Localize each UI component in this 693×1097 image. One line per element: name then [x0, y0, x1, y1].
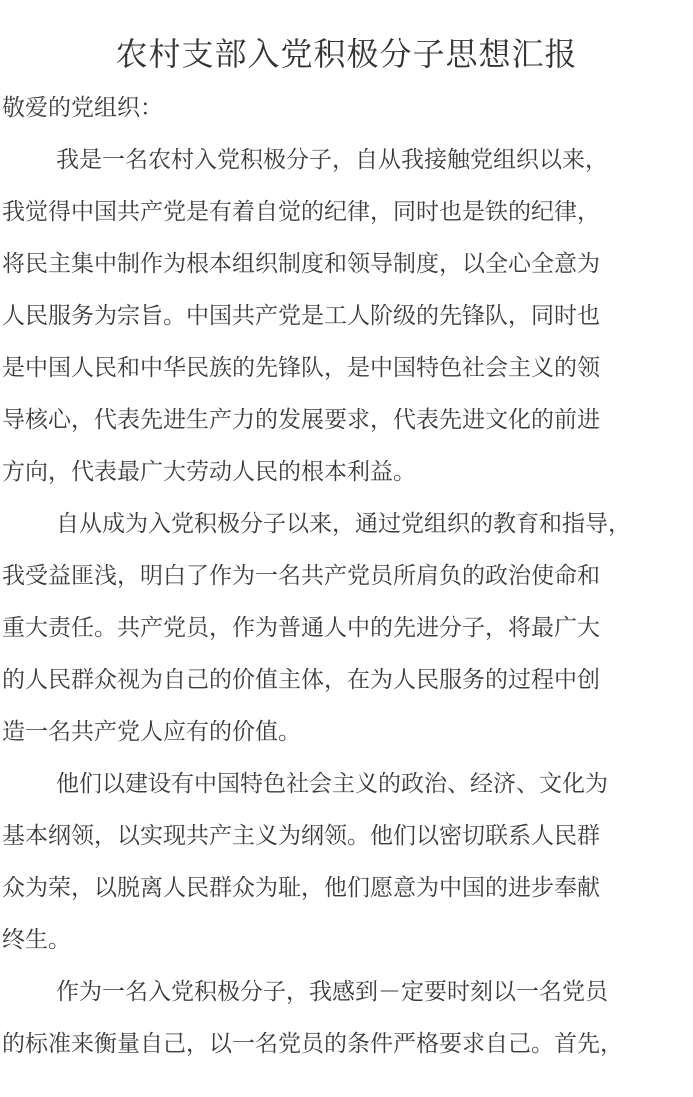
paragraph-line: 方向，代表最广大劳动人民的根本利益。	[2, 459, 416, 485]
paragraph-line: 作为一名入党积极分子，我感到－定要时刻以一名党员	[56, 979, 608, 1005]
paragraph-line: 我是一名农村入党积极分子，自从我接触党组织以来，	[56, 147, 608, 173]
paragraph-line: 将民主集中制作为根本组织制度和领导制度，以全心全意为	[2, 251, 600, 277]
paragraph-4	[0, 966, 693, 1070]
paragraph-line: 基本纲领，以实现共产主义为纲领。他们以密切联系人民群	[2, 823, 600, 849]
paragraph-line: 的人民群众视为自己的价值主体，在为人民服务的过程中创	[2, 667, 600, 693]
paragraph-line: 我觉得中国共产党是有着自觉的纪律，同时也是铁的纪律，	[2, 199, 600, 225]
paragraph-line: 自从成为入党积极分子以来，通过党组织的教育和指导，	[56, 511, 631, 537]
paragraph-line: 重大责任。共产党员，作为普通人中的先进分子，将最广大	[2, 615, 600, 641]
paragraph-line: 终生。	[2, 927, 71, 953]
salutation: 敬爱的党组织：	[2, 95, 163, 121]
paragraph-line: 我受益匪浅，明白了作为一名共产党员所肩负的政治使命和	[2, 563, 600, 589]
paragraph-line: 众为荣，以脱离人民群众为耻，他们愿意为中国的进步奉献	[2, 875, 600, 901]
paragraph-line: 导核心，代表先进生产力的发展要求，代表先进文化的前进	[2, 407, 600, 433]
paragraph-line: 的标准来衡量自己，以一名党员的条件严格要求自己。首先，	[2, 1031, 623, 1057]
paragraph-line: 造一名共产党人应有的价值。	[2, 719, 301, 745]
paragraph-line: 是中国人民和中华民族的先锋队，是中国特色社会主义的领	[2, 355, 600, 381]
paragraph-line: 人民服务为宗旨。中国共产党是工人阶级的先锋队，同时也	[2, 303, 600, 329]
paragraph-3	[0, 758, 693, 966]
document-title: 农村支部入党积极分子思想汇报	[115, 35, 578, 73]
paragraph-2	[0, 498, 693, 758]
paragraph-line: 他们以建设有中国特色社会主义的政治、经济、文化为	[56, 771, 608, 797]
paragraph-1	[0, 134, 693, 498]
